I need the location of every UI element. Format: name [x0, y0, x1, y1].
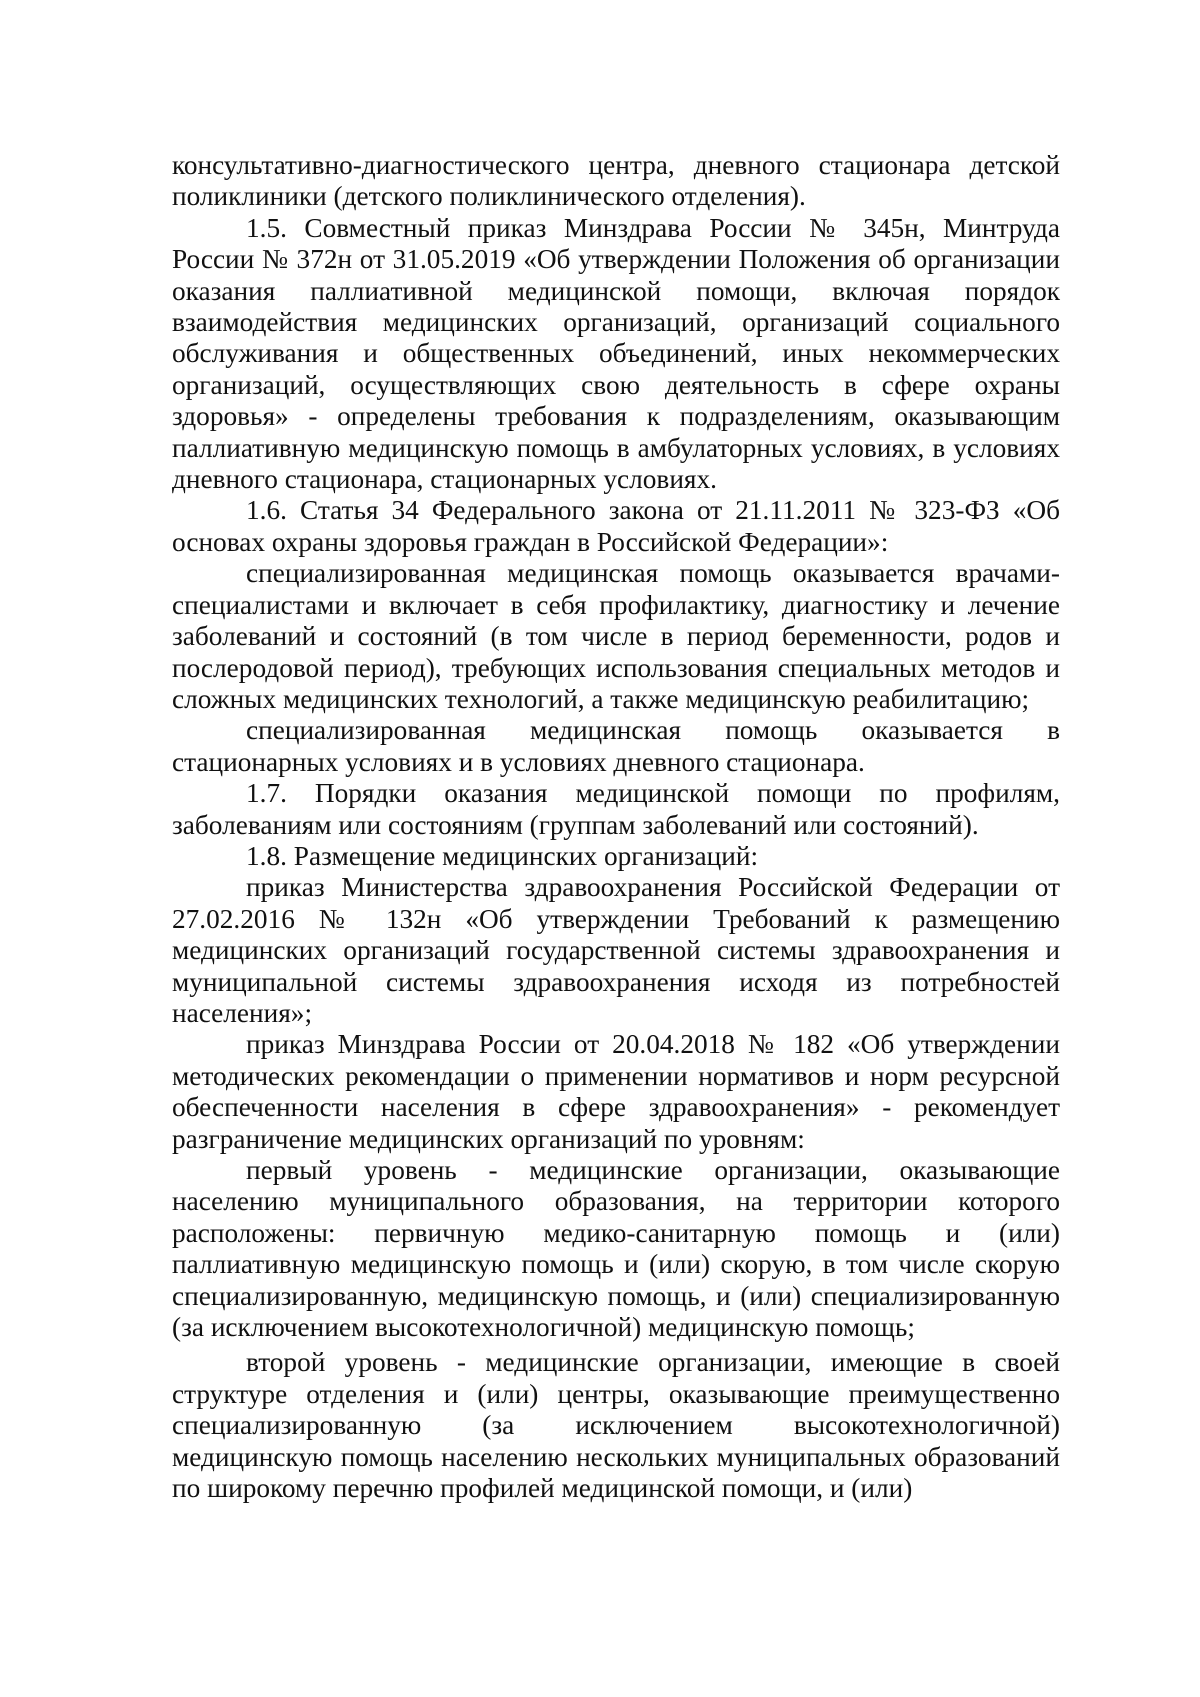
- document-page: [172, 150, 1060, 1504]
- paragraph-1-7: 1.7. Порядки оказания медицинской помощи по профилям, заболеваниям или состояниям (группам заболеваний или состояний).: [172, 778, 1060, 840]
- paragraph-1-6: 1.6. Статья 34 Федерального закона от 21.11.2011 № 323-ФЗ «Об основах охраны здоровья граждан в Российской Федерации»:: [172, 495, 1060, 557]
- paragraph-second-level: второй уровень - медицинские организации, имеющие в своей структуре отделения и (или) центры, оказывающие преимущественно специализированную (за исключением высокотехнологичной) медицинскую помощь населению нескольких муниципальных образований по широкому перечню профилей медицинской помощи, и (или): [172, 1347, 1060, 1504]
- paragraph-1-5: 1.5. Совместный приказ Минздрава России № 345н, Минтруда России № 372н от 31.05.2019 «Об утверждении Положения об организации оказания паллиативной медицинской помощи, включая порядок взаимодействия медицинских организаций, организаций социального обслуживания и общественных объединений, иных некоммерческих организаций, осуществляющих свою деятельность в сфере охраны здоровья» - определены требования к подразделениям, оказывающим паллиативную медицинскую помощь в амбулаторных условиях, в условиях дневного стационара, стационарных условиях.: [172, 212, 1060, 495]
- paragraph-order-182: приказ Минздрава России от 20.04.2018 № 182 «Об утверждении методических рекомендации о применении нормативов и норм ресурсной обеспеченности населения в сфере здравоохранения» - рекомендует разграничение медицинских организаций по уровням:: [172, 1029, 1060, 1154]
- paragraph-order-132n: приказ Министерства здравоохранения Российской Федерации от 27.02.2016 № 132н «Об утверждении Требований к размещению медицинских организаций государственной системы здравоохранения и муниципальной системы здравоохранения исходя из потребностей населения»;: [172, 872, 1060, 1028]
- paragraph-specialized-care-conditions: специализированная медицинская помощь оказывается в стационарных условиях и в условиях дневного стационара.: [172, 715, 1060, 777]
- paragraph-specialized-care-definition: специализированная медицинская помощь оказывается врачами-специалистами и включает в себя профилактику, диагностику и лечение заболеваний и состояний (в том числе в период беременности, родов и послеродовой период), требующих использования специальных методов и сложных медицинских технологий, а также медицинскую реабилитацию;: [172, 558, 1060, 714]
- paragraph-1-8: 1.8. Размещение медицинских организаций:: [246, 840, 759, 871]
- paragraph-continuation: консультативно-диагностического центра, дневного стационара детской поликлиники (детского поликлинического отделения).: [172, 150, 1060, 212]
- paragraph-first-level: первый уровень - медицинские организации, оказывающие населению муниципального образования, на территории которого расположены: первичную медико-санитарную помощь и (или) паллиативную медицинскую помощь и (или) скорую, в том числе скорую специализированную, медицинскую помощь, и (или) специализированную (за исключением высокотехнологичной) медицинскую помощь;: [172, 1155, 1060, 1343]
